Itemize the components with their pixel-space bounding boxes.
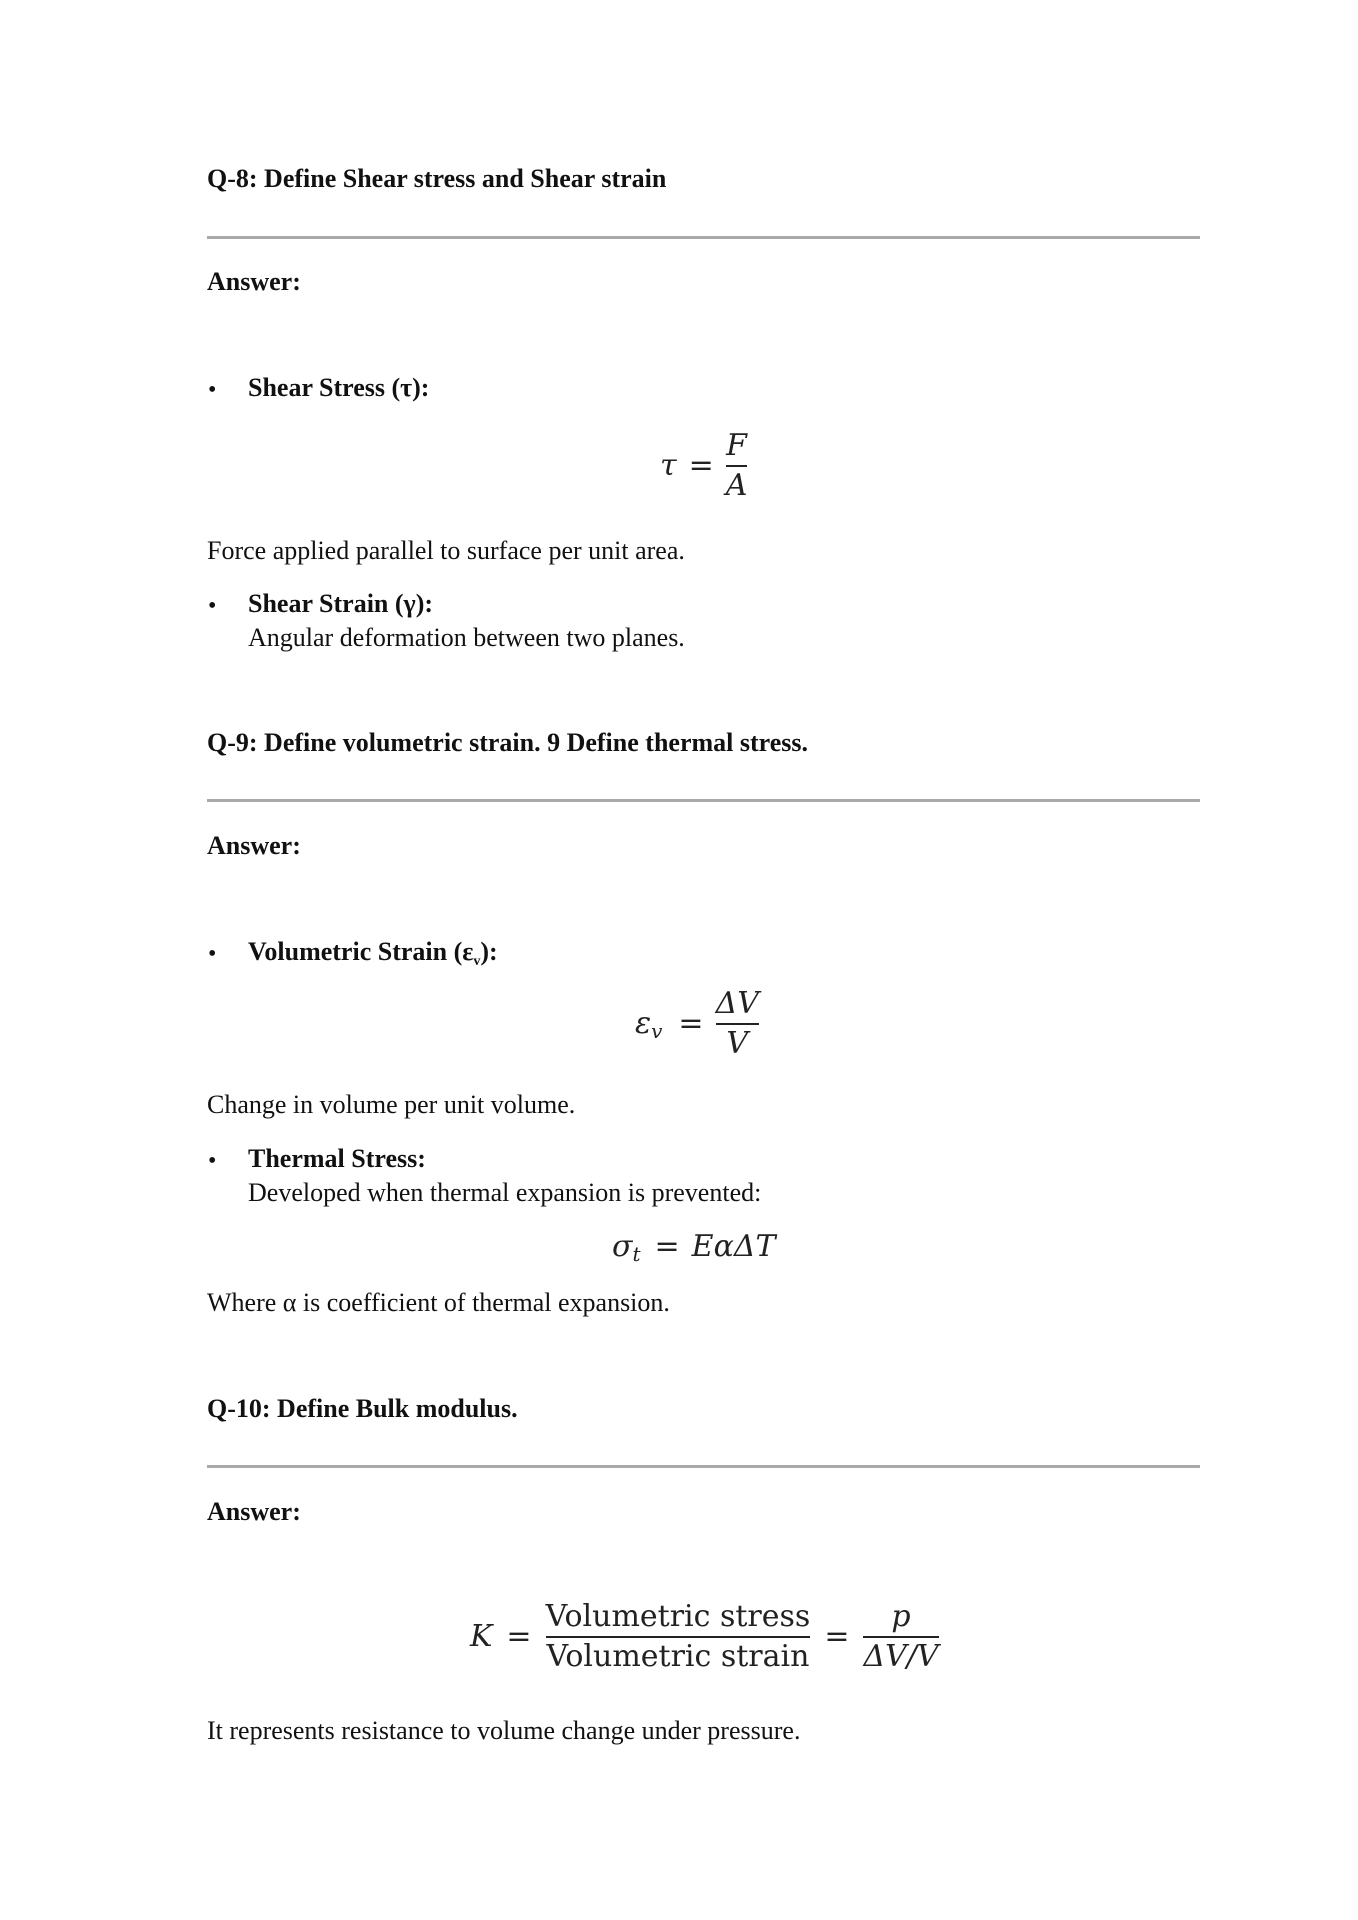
fraction-bar	[716, 1023, 759, 1025]
divider-q8	[207, 236, 1200, 239]
question-10-heading: Q-10: Define Bulk modulus.	[207, 1394, 518, 1423]
thermal-stress-formula	[612, 1229, 776, 1264]
formula-lhs: K	[470, 1619, 493, 1654]
thermal-expansion-note: Where α is coefficient of thermal expansion.	[207, 1288, 670, 1317]
formula-denominator-1: Volumetric strain	[546, 1638, 810, 1674]
divider-q10	[207, 1465, 1200, 1468]
formula-numerator: F	[726, 428, 747, 463]
formula-numerator-1: Volumetric stress	[545, 1599, 811, 1634]
fraction-bar	[726, 465, 748, 467]
bullet-icon: •	[208, 593, 217, 619]
shear-stress-description: Force applied parallel to surface per unit area.	[207, 536, 685, 565]
bulk-modulus-formula	[470, 1601, 939, 1672]
formula-fraction-1	[546, 1601, 811, 1672]
formula-denominator: A	[725, 467, 748, 503]
shear-strain-description: Angular deformation between two planes.	[248, 623, 685, 652]
answer-label-q10: Answer:	[207, 1497, 301, 1526]
question-8-heading: Q-8: Define Shear stress and Shear strain	[207, 164, 667, 193]
formula-lhs: ε	[635, 1006, 652, 1041]
formula-lhs-subscript: t	[632, 1241, 641, 1266]
formula-equals: =	[654, 1229, 680, 1264]
volumetric-strain-formula	[635, 988, 759, 1059]
shear-stress-formula	[660, 430, 747, 501]
shear-strain-heading: Shear Strain (γ):	[248, 589, 434, 618]
answer-label-q8: Answer:	[207, 267, 301, 296]
bullet-icon: •	[208, 377, 217, 403]
bullet-icon: •	[208, 1148, 217, 1174]
formula-lhs-subscript: v	[651, 1018, 663, 1043]
bullet-icon: •	[208, 941, 217, 967]
formula-denominator-2: ΔV/V	[863, 1638, 939, 1674]
formula-fraction	[716, 988, 759, 1059]
formula-lhs: τ	[660, 448, 677, 483]
heading-text-end: ):	[480, 937, 498, 966]
formula-denominator: V	[726, 1025, 749, 1061]
formula-equals-2: =	[824, 1619, 850, 1654]
thermal-stress-description: Developed when thermal expansion is prevented:	[248, 1178, 762, 1207]
formula-numerator-2: p	[891, 1599, 911, 1634]
answer-label-q9: Answer:	[207, 831, 301, 860]
fraction-bar	[863, 1636, 938, 1638]
heading-text: Volumetric Strain (ε	[248, 937, 474, 966]
question-9-heading: Q-9: Define volumetric strain. 9 Define thermal stress.	[207, 728, 808, 757]
formula-fraction-2	[863, 1601, 938, 1672]
bulk-modulus-description: It represents resistance to volume change under pressure.	[207, 1716, 801, 1745]
formula-lhs: σ	[612, 1229, 633, 1264]
formula-numerator: ΔV	[715, 986, 759, 1021]
volumetric-strain-heading	[248, 937, 498, 967]
thermal-stress-heading: Thermal Stress:	[248, 1144, 426, 1173]
formula-equals: =	[678, 1006, 704, 1041]
shear-stress-heading: Shear Stress (τ):	[248, 373, 430, 402]
formula-equals: =	[506, 1619, 532, 1654]
formula-rhs: EαΔT	[691, 1229, 776, 1264]
formula-fraction	[726, 430, 748, 501]
heading-subscript: v	[473, 954, 481, 969]
formula-equals: =	[688, 448, 714, 483]
fraction-bar	[546, 1636, 811, 1638]
divider-q9	[207, 799, 1200, 802]
volumetric-strain-description: Change in volume per unit volume.	[207, 1090, 576, 1119]
